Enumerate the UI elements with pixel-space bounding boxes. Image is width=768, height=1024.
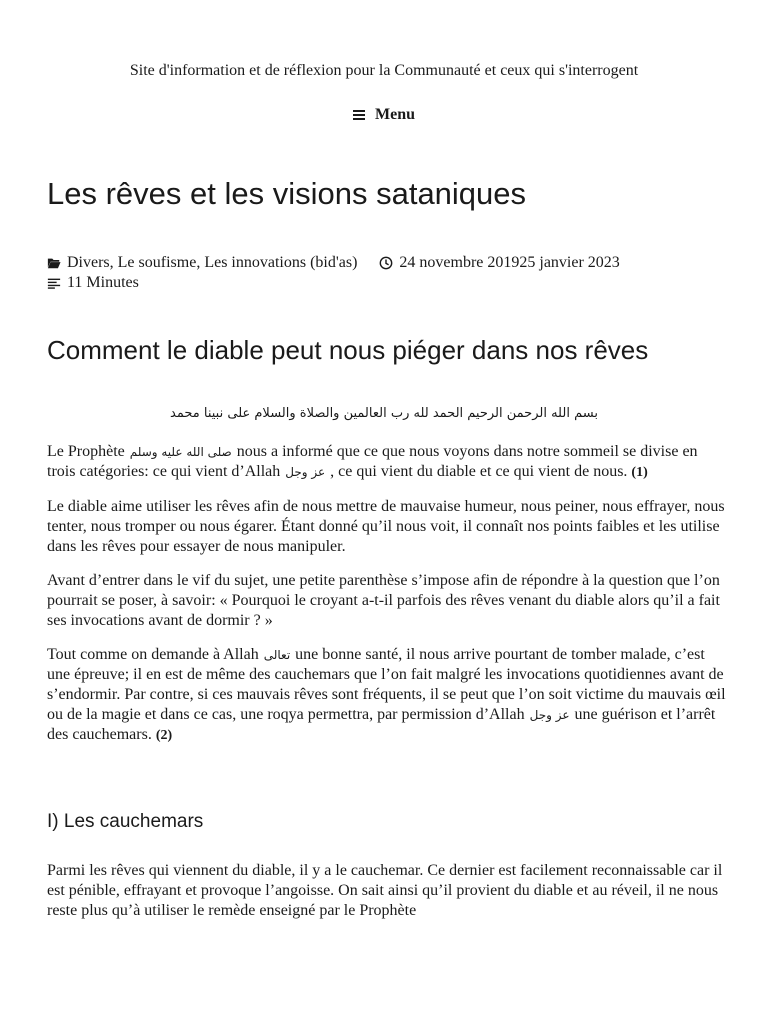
date-published-link[interactable]: 24 novembre 2019: [399, 254, 520, 271]
paragraph-1: [47, 442, 727, 483]
honorific-text: صلى الله عليه وسلم: [129, 445, 232, 459]
category-link-divers[interactable]: Divers: [67, 254, 110, 271]
p1-text-c: , ce qui vient du diable et ce qui vient de nous.: [330, 463, 628, 480]
folder-open-icon: [47, 256, 61, 270]
paragraph-4: [47, 645, 727, 746]
date-updated: 25 janvier 2023: [519, 254, 620, 271]
hamburger-icon: [353, 108, 365, 122]
paragraph-5: Parmi les rêves qui viennent du diable, il y a le cauchemar. Ce dernier est facilement reconnaissable car il est pénible, effrayant et provoque l’angoisse. On sait ainsi qu’il provient du diable et au réveil, il ne nous reste plus qu’à utiliser le remède enseigné par le Prophète: [47, 862, 723, 919]
p4-text-c: une guérison et l’arrêt des cauchemars.: [47, 706, 716, 743]
clock-icon: [379, 256, 393, 270]
honorific-text: عز وجل: [285, 465, 326, 479]
footnote-ref-2[interactable]: (2): [155, 728, 173, 743]
menu-label: Menu: [375, 106, 415, 123]
footnote-ref-1[interactable]: (1): [631, 465, 648, 480]
section-heading-cauchemars: I) Les cauchemars: [47, 811, 204, 832]
site-tagline: Site d'information et de réflexion pour la Communauté et ceux qui s'interrogent: [129, 62, 639, 79]
paragraph-2: Le diable aime utiliser les rêves afin de nous mettre de mauvaise humeur, nous peiner, nous effrayer, nous tenter, nous tromper ou nous égarer. Étant donné qu’il nous voit, il connaît nos points faibles et les utilise dans les rêves pour essayer de nous manipuler.: [47, 498, 725, 555]
p1-text-b: nous a informé que ce que nous voyons dans notre sommeil se divise en trois catégories: ce qui vient d’Allah: [47, 443, 698, 480]
basmala-text: بسم الله الرحمن الرحيم الحمد لله رب العالمين والصلاة والسلام على نبينا محمد: [170, 406, 598, 421]
reading-time-icon: [47, 276, 61, 290]
article-meta: Divers , Le soufisme , Les innovations (bid'as) 24 novembre 2019 25 janvier 2023 11 Minutes: [47, 253, 737, 293]
article-title: Les rêves et les visions sataniques: [47, 176, 527, 211]
post-dates: [379, 253, 619, 273]
category-link-soufisme[interactable]: Le soufisme: [117, 254, 197, 271]
article-body: [47, 442, 727, 760]
honorific-text: تعالى: [263, 648, 291, 662]
p1-text-a: Le Prophète: [47, 443, 125, 460]
reading-time: 11 Minutes: [67, 274, 139, 291]
section-body: [47, 861, 727, 921]
p4-text-a: Tout comme on demande à Allah: [47, 646, 259, 663]
category-link-innovations[interactable]: Les innovations (bid'as): [204, 254, 358, 271]
honorific-text: عز وجل: [529, 708, 570, 722]
paragraph-3: Avant d’entrer dans le vif du sujet, une petite parenthèse s’impose afin de répondre à la question que l’on pourrait se poser, à savoir: « Pourquoi le croyant a-t-il parfois des rêves venant du diable alors qu’il a fait ses invocations avant de dormir ? »: [47, 572, 720, 629]
menu-toggle-button[interactable]: [0, 106, 768, 124]
p4-text-b: une bonne santé, il nous arrive pourtant de tomber malade, c’est une épreuve; il en est de même des cauchemars que l’on fait malgré les invocations quotidiennes avant de s’endormir. Par contre, si ces mauvais rêves sont fréquents, il se peut que l’on soit victime du mauvais œil ou de la magie et dans ce cas, une roqya permettra, par permission d’Allah: [47, 646, 726, 723]
article-subtitle: Comment le diable peut nous piéger dans nos rêves: [47, 335, 649, 365]
